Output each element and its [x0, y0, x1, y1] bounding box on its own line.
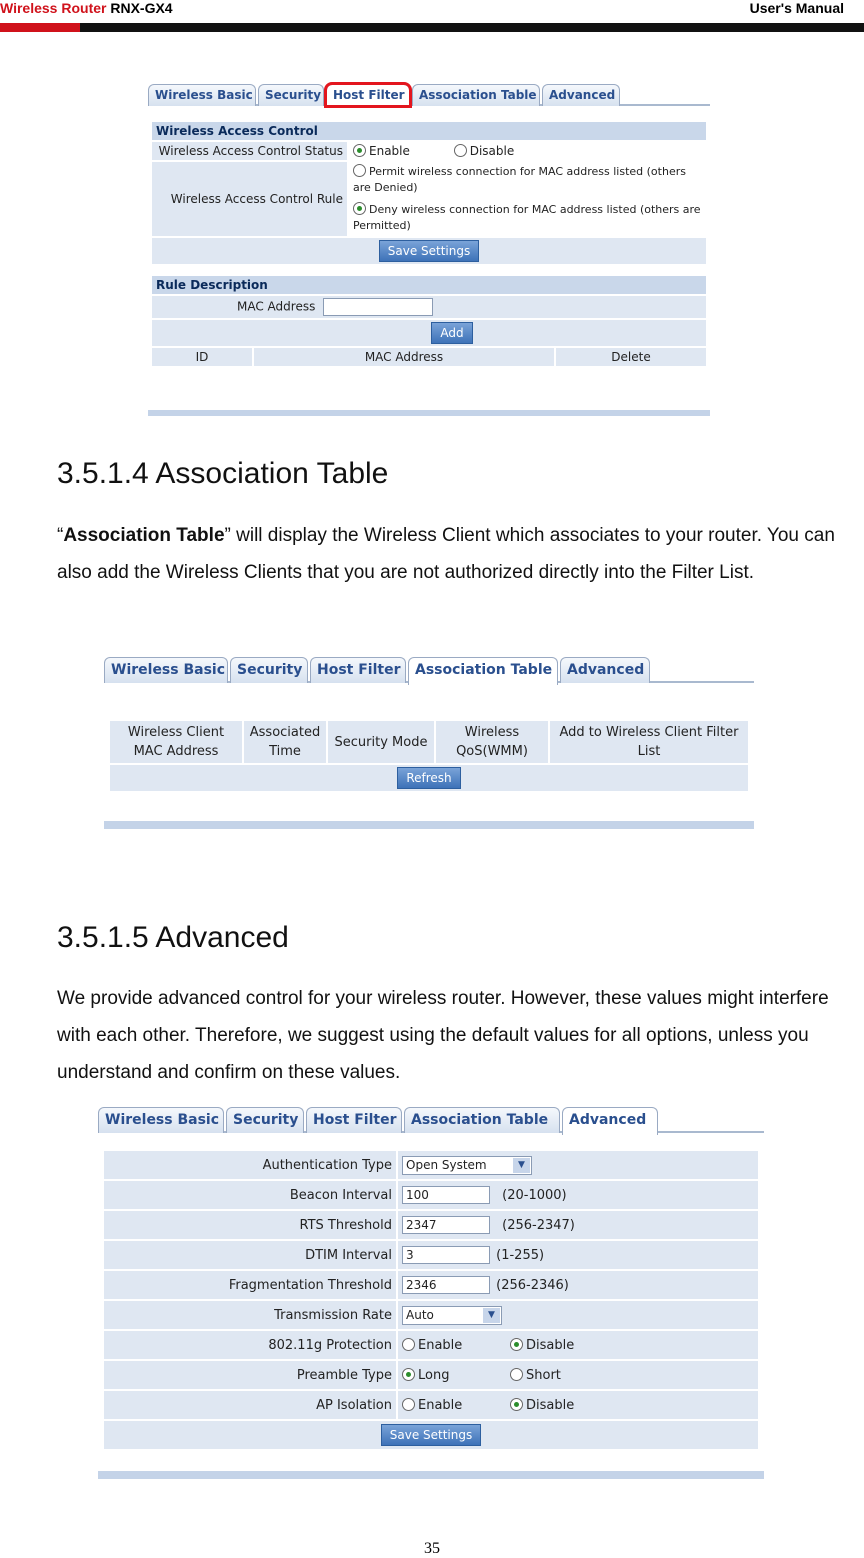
tab-security[interactable]: Security [226, 1107, 304, 1133]
enable-label: Enable [369, 144, 410, 158]
protection-disable-label: Disable [526, 1337, 575, 1353]
advanced-screenshot [98, 1105, 764, 1485]
chevron-down-icon: ▼ [513, 1158, 530, 1173]
frag-range: (256-2346) [496, 1277, 569, 1293]
tab-advanced[interactable]: Advanced [562, 1107, 658, 1135]
tab-advanced[interactable]: Advanced [542, 84, 620, 106]
beacon-input[interactable]: 100 [402, 1186, 490, 1204]
beacon-label: Beacon Interval [104, 1181, 396, 1209]
tab-bar [98, 1105, 764, 1133]
auth-select[interactable] [402, 1156, 532, 1175]
isolation-disable-label: Disable [526, 1397, 575, 1413]
protection-label: 802.11g Protection [104, 1331, 396, 1359]
assoc-bold: Association Table [63, 525, 225, 546]
tab-bar [148, 82, 710, 106]
auth-label: Authentication Type [104, 1151, 396, 1179]
deny-label: Deny wireless connection for MAC address listed (others are Permitted) [353, 203, 701, 232]
assoc-paragraph: “Association Table” will display the Wireless Client which associates to your router. You can also add the Wireless Clients that you are not authorized directly into the Filter List. [57, 525, 835, 583]
tab-wireless-basic[interactable]: Wireless Basic [98, 1107, 224, 1133]
beacon-range: (20-1000) [502, 1187, 567, 1203]
association-table-screenshot [104, 655, 754, 835]
col-qos: Wireless QoS(WMM) [436, 721, 548, 763]
header-rule [0, 23, 864, 32]
tab-security[interactable]: Security [230, 657, 308, 683]
mac-label: MAC Address [237, 299, 316, 314]
permit-label: Permit wireless connection for MAC address listed (others are Denied) [353, 165, 686, 194]
deny-radio[interactable] [353, 202, 366, 215]
page-number: 35 [424, 1540, 440, 1557]
host-filter-form [150, 120, 708, 368]
disable-radio[interactable] [454, 144, 467, 157]
advanced-form [102, 1149, 760, 1451]
status-label: Wireless Access Control Status [152, 142, 347, 160]
col-add-filter: Add to Wireless Client Filter List [550, 721, 748, 763]
col-delete: Delete [556, 348, 706, 366]
dtim-range: (1-255) [496, 1247, 545, 1263]
save-settings-button[interactable]: Save Settings [381, 1424, 482, 1446]
col-mac: MAC Address [254, 348, 554, 366]
rate-value: Auto [406, 1307, 434, 1322]
preamble-short-label: Short [526, 1367, 561, 1383]
tab-wireless-basic[interactable]: Wireless Basic [104, 657, 228, 683]
tab-bar [104, 655, 754, 683]
tab-host-filter[interactable]: Host Filter [326, 84, 410, 106]
advanced-paragraph: We provide advanced control for your wireless router. However, these values might interfere with each other. Therefore, we suggest using the default values for all options, unless you understand and confirm on these values. [57, 988, 829, 1083]
rule-label: Wireless Access Control Rule [152, 162, 347, 236]
col-assoc-time: Associated Time [244, 721, 326, 763]
advanced-heading: 3.5.1.5 Advanced [57, 921, 289, 954]
rate-label: Transmission Rate [104, 1301, 396, 1329]
assoc-text: will display the Wireless Client which associates to your router. You can also add the Wireless Clients that you are not authorized directly into the Filter List. [57, 525, 835, 583]
dtim-label: DTIM Interval [104, 1241, 396, 1269]
refresh-button[interactable]: Refresh [397, 767, 460, 789]
association-table [108, 719, 750, 793]
tab-association-table[interactable]: Association Table [412, 84, 540, 106]
rule-section-title: Rule Description [152, 276, 706, 294]
header-rule-accent [0, 23, 80, 32]
isolation-disable-radio[interactable] [510, 1398, 523, 1411]
header-model: RNX-GX4 [110, 0, 173, 16]
enable-radio[interactable] [353, 144, 366, 157]
header-manual: User's Manual [749, 0, 844, 16]
isolation-enable-radio[interactable] [402, 1398, 415, 1411]
rts-input[interactable]: 2347 [402, 1216, 490, 1234]
preamble-long-radio[interactable] [402, 1368, 415, 1381]
rate-select[interactable] [402, 1306, 502, 1325]
section-title: Wireless Access Control [152, 122, 706, 140]
save-settings-button[interactable]: Save Settings [379, 240, 480, 262]
col-id: ID [152, 348, 252, 366]
preamble-label: Preamble Type [104, 1361, 396, 1389]
protection-disable-radio[interactable] [510, 1338, 523, 1351]
header-brand: Wireless Router [0, 0, 107, 16]
chevron-down-icon: ▼ [483, 1308, 500, 1323]
add-button[interactable]: Add [431, 322, 472, 344]
doc-header-title [0, 0, 173, 16]
tab-host-filter[interactable]: Host Filter [306, 1107, 402, 1133]
bottom-bar [98, 1471, 764, 1479]
tab-security[interactable]: Security [258, 84, 324, 106]
frag-label: Fragmentation Threshold [104, 1271, 396, 1299]
frag-input[interactable]: 2346 [402, 1276, 490, 1294]
auth-value: Open System [406, 1157, 487, 1172]
protection-enable-label: Enable [418, 1337, 463, 1353]
tab-advanced[interactable]: Advanced [560, 657, 650, 683]
permit-radio[interactable] [353, 164, 366, 177]
tab-association-table[interactable]: Association Table [404, 1107, 560, 1133]
tab-association-table[interactable]: Association Table [408, 657, 558, 685]
tab-wireless-basic[interactable]: Wireless Basic [148, 84, 256, 106]
protection-enable-radio[interactable] [402, 1338, 415, 1351]
mac-input[interactable] [323, 298, 433, 316]
bottom-bar [104, 821, 754, 829]
col-client-mac: Wireless Client MAC Address [110, 721, 242, 763]
disable-label: Disable [469, 144, 515, 158]
preamble-short-radio[interactable] [510, 1368, 523, 1381]
rts-range: (256-2347) [502, 1217, 575, 1233]
bottom-bar [148, 410, 710, 416]
rts-label: RTS Threshold [104, 1211, 396, 1239]
isolation-label: AP Isolation [104, 1391, 396, 1419]
col-security-mode: Security Mode [328, 721, 434, 763]
assoc-heading: 3.5.1.4 Association Table [57, 457, 389, 490]
dtim-input[interactable]: 3 [402, 1246, 490, 1264]
tab-host-filter[interactable]: Host Filter [310, 657, 406, 683]
isolation-enable-label: Enable [418, 1397, 463, 1413]
host-filter-screenshot [148, 82, 710, 422]
preamble-long-label: Long [418, 1367, 450, 1383]
